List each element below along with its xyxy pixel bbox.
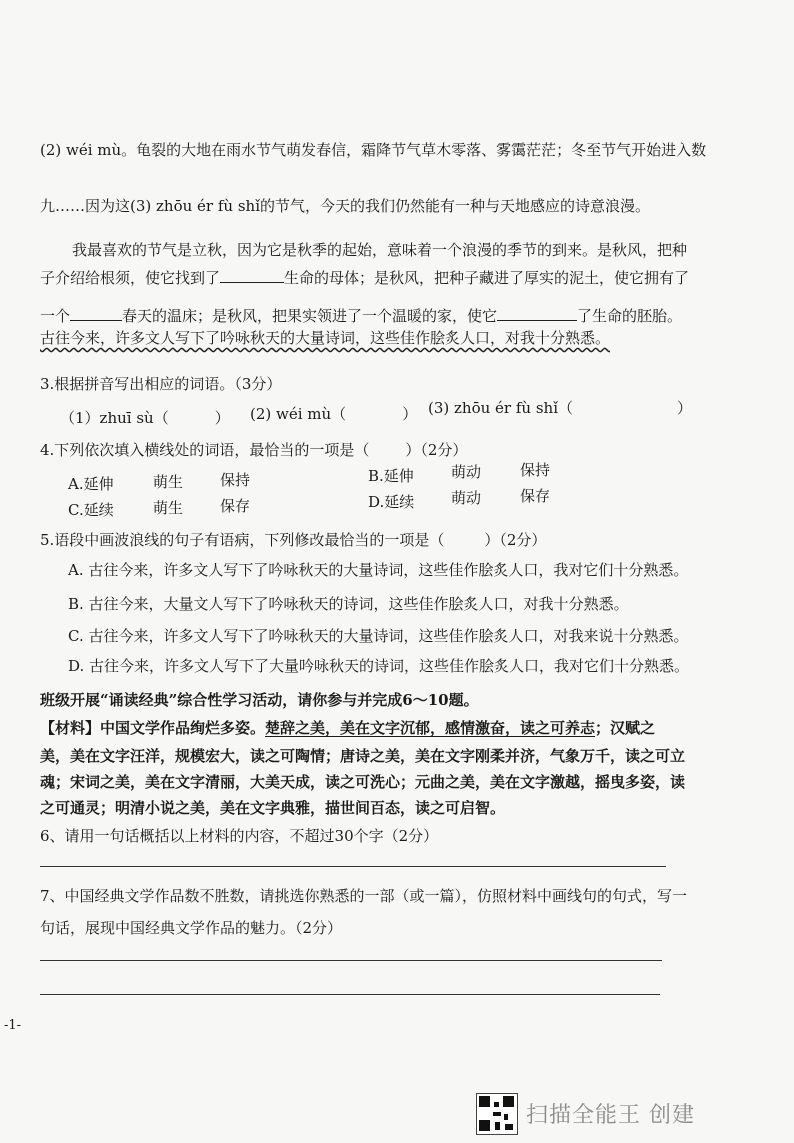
q7-stem-line-1: 7、中国经典文学作品数不胜数，请挑选你熟悉的一部（或一篇），仿照材料中画线句的句式，写一 — [40, 887, 688, 905]
q5-stem-text: 5.语段中画波浪线的句子有语病，下列修改最恰当的一项是（ — [40, 531, 445, 549]
q4-stem-close: ）（2分） — [405, 441, 468, 459]
wavy-sentence: 古往今来，许多文人写下了吟咏秋天的大量诗词，这些佳作脍炙人口，对我十分熟悉。 — [40, 329, 611, 347]
q4-option-c-3: 保存 — [220, 497, 251, 515]
activity-intro: 班级开展“诵读经典”综合性学习活动，请你参与并完成6～10题。 — [40, 691, 479, 709]
q3-item-2-label: (2) wéi mù（ — [250, 405, 347, 423]
passage-line-3: 我最喜欢的节气是立秋，因为它是秋季的起始，意味着一个浪漫的季节的到来。是秋风，把种 — [72, 241, 688, 259]
q4-stem — [40, 440, 467, 460]
material-line-1-end: ；汉赋之 — [595, 719, 656, 737]
passage-line-2: 九……因为这(3) zhōu ér fù shǐ的节气，今天的我们仍然能有一种与天地感应的诗意浪漫。 — [40, 197, 650, 215]
q3-item-3 — [428, 398, 692, 418]
q5-option-c: C. 古往今来，许多文人写下了吟咏秋天的大量诗词，这些佳作脍炙人口，对我来说十分熟悉。 — [68, 627, 689, 645]
fill-blank-1[interactable] — [220, 268, 284, 283]
scanner-watermark: 扫描全能王 创建 — [526, 1103, 695, 1128]
q4-option-b-1: B.延伸 — [368, 467, 414, 485]
q3-item-2 — [250, 404, 417, 424]
fill-blank-3[interactable] — [497, 306, 577, 321]
q7-answer-line-2[interactable] — [40, 994, 660, 995]
q4-option-d-2: 萌动 — [451, 489, 482, 507]
q6-stem: 6、请用一句话概括以上材料的内容，不超过30个字（2分） — [40, 827, 439, 845]
material-underlined-sentence: 楚辞之美，美在文字沉郁，感情激奋，读之可养志 — [265, 719, 596, 737]
q4-option-c-2: 萌生 — [153, 499, 184, 517]
q3-item-2-close: ） — [402, 405, 418, 423]
q4-option-b-3: 保持 — [520, 461, 551, 479]
q3-item-3-label: (3) zhōu ér fù shǐ（ — [428, 399, 573, 417]
q6-answer-line[interactable] — [40, 866, 666, 867]
passage-line-5a: 一个 — [40, 307, 71, 325]
qr-code-icon — [476, 1093, 518, 1135]
material-line-4: 之可通灵；明清小说之美，美在文字典雅，描世间百态，读之可启智。 — [40, 799, 506, 817]
page-number: -1- — [4, 1018, 22, 1033]
passage-line-4b: 生命的母体；是秋风，把种子藏进了厚实的泥土，使它拥有了 — [284, 269, 690, 287]
q7-stem-line-2: 句话，展现中国经典文学作品的魅力。（2分） — [40, 919, 343, 937]
q5-option-a: A. 古往今来，许多文人写下了吟咏秋天的大量诗词，这些佳作脍炙人口，我对它们十分熟悉。 — [68, 561, 689, 579]
q4-option-a-2: 萌生 — [153, 473, 184, 491]
passage-line-5b: 春天的温床；是秋风，把果实领进了一个温暖的家，使它 — [122, 307, 498, 325]
q3-item-1-label: （1）zhuī sù（ — [60, 409, 169, 427]
q3-item-3-close: ） — [677, 399, 693, 417]
material-line-3: 魂；宋词之美，美在文字清丽，大美天成，读之可洗心；元曲之美，美在文字激越，摇曳多姿，读 — [40, 773, 686, 791]
q4-option-d-3: 保存 — [520, 487, 551, 505]
passage-line-1: (2) wéi mù。龟裂的大地在雨水节气萌发春信，霜降节气草木零落、雾霭茫茫；冬至节气开始进入数 — [40, 141, 707, 159]
passage-line-5c: 了生命的胚胎。 — [577, 307, 683, 325]
material-line-2: 美，美在文字汪洋，规模宏大，读之可陶情；唐诗之美，美在文字刚柔并济，气象万千，读之可立 — [40, 747, 686, 765]
q4-option-a-1: A.延伸 — [68, 475, 114, 493]
q4-option-a-3: 保持 — [220, 471, 251, 489]
q5-option-d: D. 古往今来，许多文人写下了大量吟咏秋天的诗词，这些佳作脍炙人口，我对它们十分熟悉。 — [68, 657, 690, 675]
q4-option-b-2: 萌动 — [451, 463, 482, 481]
q5-option-b: B. 古往今来，大量文人写下了吟咏秋天的诗词，这些佳作脍炙人口，对我十分熟悉。 — [68, 595, 629, 613]
q3-item-1 — [60, 408, 230, 428]
passage-line-4a: 子介绍给根须，使它找到了 — [40, 269, 221, 287]
q4-stem-text: 4.下列依次填入横线处的词语，最恰当的一项是（ — [40, 441, 370, 459]
q5-stem-close: ）（2分） — [484, 531, 547, 549]
q7-answer-line-1[interactable] — [40, 960, 662, 961]
passage-line-4 — [40, 268, 689, 288]
q4-option-d-1: D.延续 — [368, 493, 415, 511]
fill-blank-2[interactable] — [70, 306, 122, 321]
material-intro: 【材料】中国文学作品绚烂多姿。 — [40, 719, 266, 737]
passage-line-5 — [40, 306, 682, 326]
q3-stem: 3.根据拼音写出相应的词语。（3分） — [40, 375, 282, 393]
material-line-1 — [40, 718, 655, 738]
q4-option-c-1: C.延续 — [68, 501, 114, 519]
q5-stem — [40, 530, 546, 550]
q3-item-1-close: ） — [214, 409, 230, 427]
